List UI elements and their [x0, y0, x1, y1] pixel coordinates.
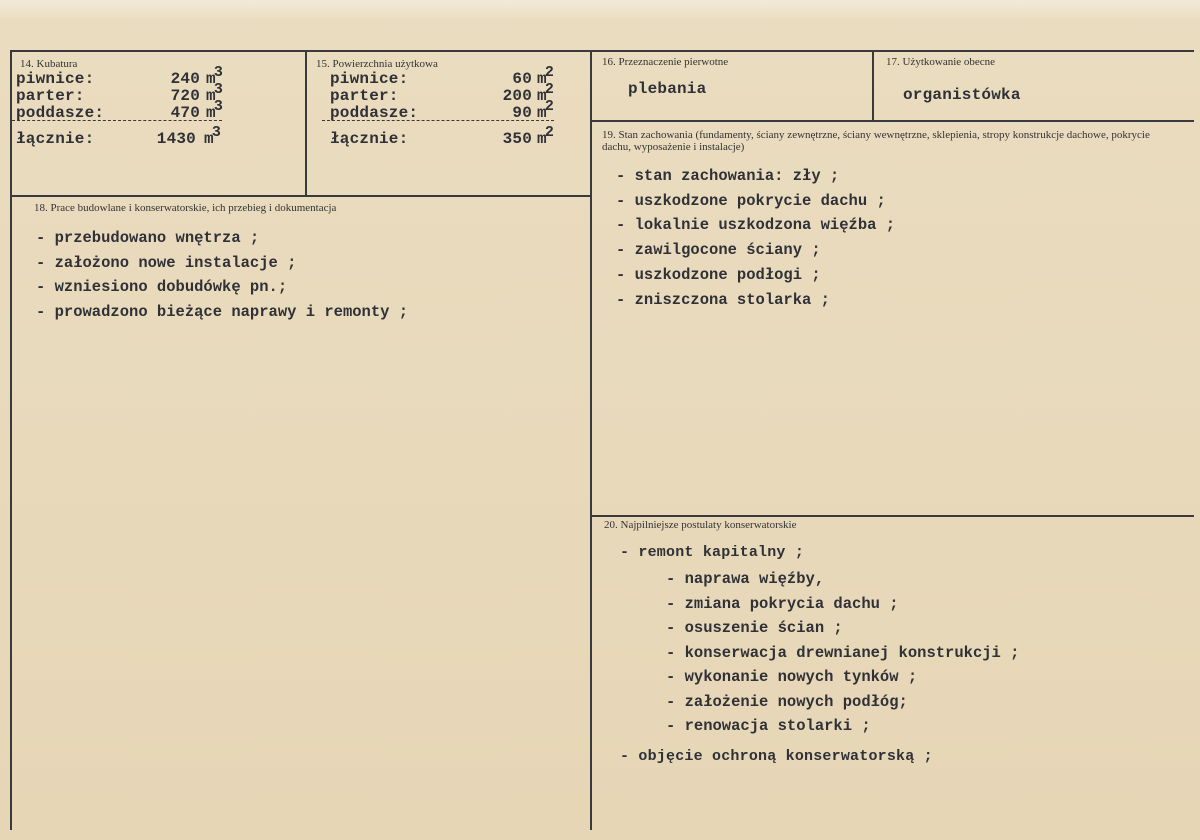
f14-row-0-unit: m3: [206, 64, 224, 88]
f14-row-2-name: poddasze:: [16, 104, 105, 122]
list-item: - stan zachowania: zły ;: [616, 167, 840, 185]
list-item: - osuszenie ścian ;: [666, 619, 843, 637]
grid-line-v1: [305, 50, 307, 195]
field-19-label: 19. Stan zachowania (fundamenty, ściany zewnętrzne, ściany wewnętrzne, sklepienia, stropy konstrukcje dachowe, pokrycie dachu, wyposażenie i instalacje): [602, 129, 1150, 153]
list-item: - zawilgocone ściany ;: [616, 241, 821, 260]
grid-line-mid-right: [590, 120, 1194, 122]
f14-row-2-unit: m3: [206, 98, 224, 122]
field-15-label: 15. Powierzchnia użytkowa: [316, 58, 438, 70]
f15-sum-line: [322, 120, 554, 121]
f14-row-0-name: piwnice:: [16, 70, 95, 88]
list-item: - wykonanie nowych tynków ;: [666, 668, 918, 686]
field-19-list: [616, 164, 895, 312]
grid-line-left: [10, 50, 12, 830]
field-14-label: 14. Kubatura: [20, 58, 78, 70]
f14-row-1-value: 720: [170, 87, 200, 105]
f15-row-2-value: 90: [512, 104, 532, 122]
list-item: - przebudowano wnętrza ;: [36, 229, 260, 247]
f15-row-0-value: 60: [512, 70, 532, 88]
list-item: - lokalnie uszkodzona więźba ;: [616, 216, 896, 235]
grid-line-top: [10, 50, 1194, 52]
list-item: - naprawa więźby,: [666, 570, 825, 588]
list-item: - wzniesiono dobudówkę pn.;: [36, 278, 288, 296]
f14-total-name: łącznie:: [16, 130, 95, 148]
f15-row-1-value: 200: [502, 87, 532, 105]
field-20-head: - remont kapitalny ;: [620, 544, 805, 561]
f15-row-2-name: poddasze:: [330, 104, 419, 122]
f14-row-1-name: parter:: [16, 87, 85, 105]
list-item: - uszkodzone pokrycie dachu ;: [616, 191, 886, 210]
f15-row-0-name: piwnice:: [330, 70, 409, 88]
field-20-last: - objęcie ochroną konserwatorską ;: [620, 748, 933, 765]
f14-row-0-value: 240: [170, 70, 200, 88]
f15-row-0-unit: m2: [537, 64, 555, 88]
f15-total-name: łącznie:: [330, 130, 409, 148]
f14-row-2-value: 470: [170, 104, 200, 122]
list-item: - prowadzono bieżące naprawy i remonty ;: [36, 302, 409, 321]
field-17-label: 17. Użytkowanie obecne: [886, 56, 996, 68]
list-item: - zmiana pokrycia dachu ;: [666, 594, 899, 613]
f14-total-value: 1430: [156, 130, 196, 148]
list-item: - renowacja stolarki ;: [666, 717, 871, 735]
f14-total-unit: m3: [204, 124, 222, 148]
field-16-value: plebania: [628, 80, 707, 98]
field-20-label: 20. Najpilniejsze postulaty konserwatorskie: [604, 519, 797, 531]
f14-row-1-unit: m3: [206, 81, 224, 105]
field-20-sublist: [666, 567, 1019, 739]
grid-line-v3: [872, 50, 874, 120]
field-17-value: organistówka: [903, 86, 1021, 104]
f15-total-unit: m2: [537, 124, 555, 148]
grid-line-lower-right: [590, 515, 1194, 517]
field-18-list: [36, 226, 408, 324]
grid-line-v2: [590, 50, 592, 830]
grid-line-mid-left: [10, 195, 592, 197]
f15-row-2-unit: m2: [537, 98, 555, 122]
list-item: - zniszczona stolarka ;: [616, 290, 830, 309]
f14-sum-line: [12, 120, 222, 121]
field-16-label: 16. Przeznaczenie pierwotne: [602, 56, 729, 68]
list-item: - założenie nowych podłóg;: [666, 692, 908, 711]
list-item: - założono nowe instalacje ;: [36, 253, 297, 272]
card-top-edge: [0, 0, 1200, 18]
f15-total-value: 350: [502, 130, 532, 148]
list-item: - uszkodzone podłogi ;: [616, 265, 821, 284]
f15-row-1-unit: m2: [537, 81, 555, 105]
f15-row-1-name: parter:: [330, 87, 399, 105]
field-18-label: 18. Prace budowlane i konserwatorskie, ich przebieg i dokumentacja: [34, 202, 337, 214]
list-item: - konserwacja drewnianej konstrukcji ;: [666, 643, 1020, 662]
